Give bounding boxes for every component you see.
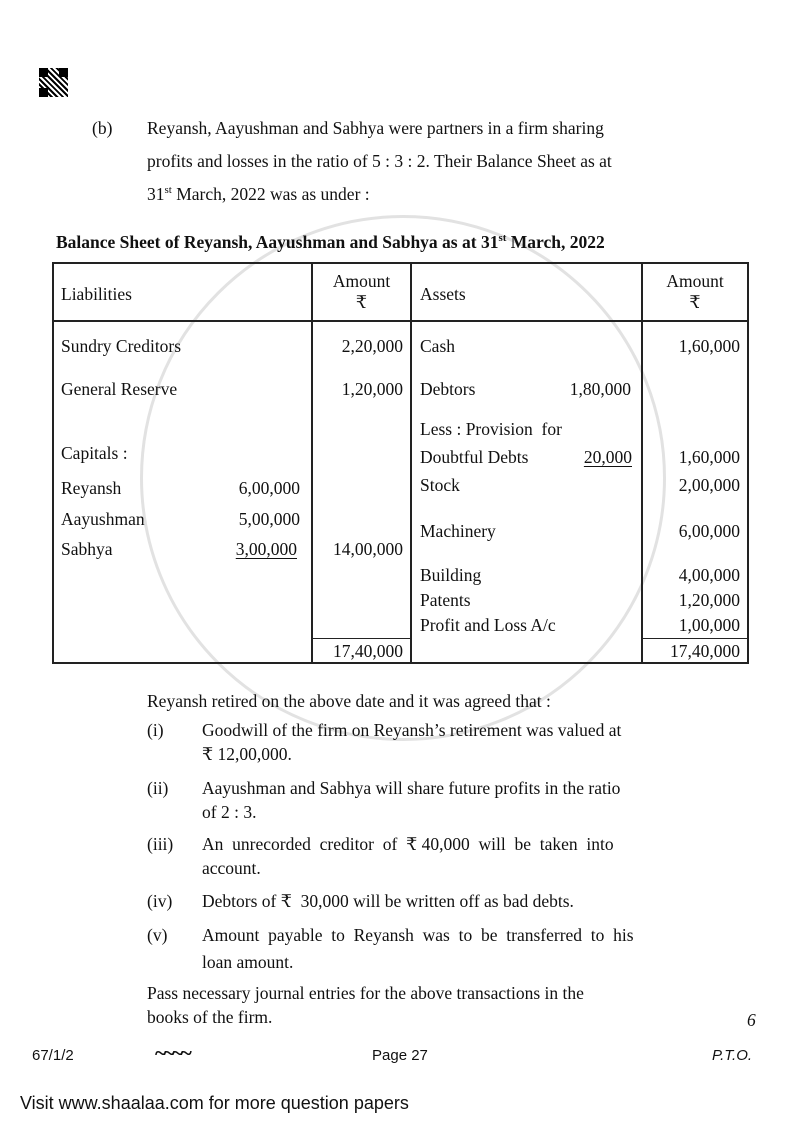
condition-text: loan amount.: [202, 952, 294, 972]
partner-capital: 5,00,000: [238, 509, 300, 529]
liability-amount: 2,20,000: [341, 336, 403, 356]
wave-decoration: ~~~~: [155, 1040, 189, 1065]
question-label: (b): [92, 118, 113, 138]
intro-line: Reyansh, Aayushman and Sabhya were partners in a firm sharing: [147, 118, 604, 138]
instruction-text: books of the firm.: [147, 1007, 273, 1027]
header-amount: Amount: [666, 271, 724, 291]
partner-label: Sabhya: [61, 539, 113, 559]
asset-label: Less : Provision for: [420, 419, 562, 439]
partner-label: Aayushman: [61, 509, 145, 529]
header-liabilities: Liabilities: [61, 284, 132, 304]
marks: 6: [747, 1010, 756, 1030]
condition-number: (ii): [147, 778, 169, 798]
paper-code: 67/1/2: [32, 1047, 74, 1064]
header-assets: Assets: [420, 284, 466, 304]
liability-label: Capitals :: [61, 443, 128, 463]
condition-text: Goodwill of the firm on Reyansh’s retirement was valued at: [202, 720, 622, 740]
partner-label: Reyansh: [61, 478, 122, 498]
page-number: Page 27: [372, 1047, 428, 1064]
qr-code-icon: [39, 68, 68, 97]
asset-amount: 1,00,000: [678, 615, 740, 635]
liability-label: General Reserve: [61, 379, 178, 399]
condition-text: Aayushman and Sabhya will share future profits in the ratio: [202, 778, 621, 798]
header-amount: Amount: [332, 271, 391, 291]
asset-amount: 4,00,000: [678, 565, 740, 585]
asset-label: Cash: [420, 336, 455, 356]
liabilities-total: 17,40,000: [333, 641, 403, 661]
asset-amount: 1,60,000: [678, 447, 740, 467]
condition-number: (iii): [147, 834, 174, 854]
asset-amount: 1,20,000: [678, 590, 740, 610]
partner-capital: 3,00,000: [235, 539, 297, 559]
asset-label: Stock: [420, 475, 460, 495]
assets-total: 17,40,000: [670, 641, 740, 661]
partner-capital: 6,00,000: [238, 478, 300, 498]
condition-text: of 2 : 3.: [202, 802, 257, 822]
asset-amount: 2,00,000: [678, 475, 740, 495]
condition-text: ₹ 12,00,000.: [202, 744, 292, 764]
asset-label: Building: [420, 565, 482, 585]
asset-amount: 6,00,000: [678, 521, 740, 541]
condition-text: An unrecorded creditor of ₹ 40,000 will be taken into: [202, 834, 614, 854]
asset-label: Doubtful Debts: [420, 447, 529, 467]
asset-label: Machinery: [420, 521, 496, 541]
provision-amount: 20,000: [583, 447, 632, 467]
rupee-icon: ₹: [689, 292, 701, 312]
condition-number: (iv): [147, 891, 173, 911]
condition-number: (v): [147, 925, 168, 945]
rupee-icon: ₹: [355, 292, 368, 312]
condition-text: Amount payable to Reyansh was to be transferred to his: [202, 925, 634, 945]
pto: P.T.O.: [712, 1047, 753, 1064]
asset-amount: 1,60,000: [678, 336, 740, 356]
asset-label: Debtors: [420, 379, 476, 399]
liability-label: Sundry Creditors: [61, 336, 182, 356]
condition-number: (i): [147, 720, 164, 740]
condition-text: Debtors of ₹ 30,000 will be written off as bad debts.: [202, 891, 574, 911]
intro-line: 31st March, 2022 was as under :: [147, 184, 370, 204]
table-title: Balance Sheet of Reyansh, Aayushman and Sabhya as at 31st March, 2022: [56, 232, 605, 252]
agreed-text: Reyansh retired on the above date and it was agreed that :: [147, 691, 551, 711]
asset-label: Profit and Loss A/c: [420, 615, 556, 635]
condition-text: account.: [202, 858, 261, 878]
asset-label: Patents: [420, 590, 471, 610]
liability-amount: 1,20,000: [341, 379, 403, 399]
instruction-text: Pass necessary journal entries for the above transactions in the: [147, 983, 584, 1003]
debtors-amount: 1,80,000: [569, 379, 631, 399]
visit-link[interactable]: Visit www.shaalaa.com for more question papers: [20, 1093, 409, 1113]
intro-line: profits and losses in the ratio of 5 : 3 : 2. Their Balance Sheet as at: [147, 151, 612, 171]
capitals-total: 14,00,000: [333, 539, 403, 559]
